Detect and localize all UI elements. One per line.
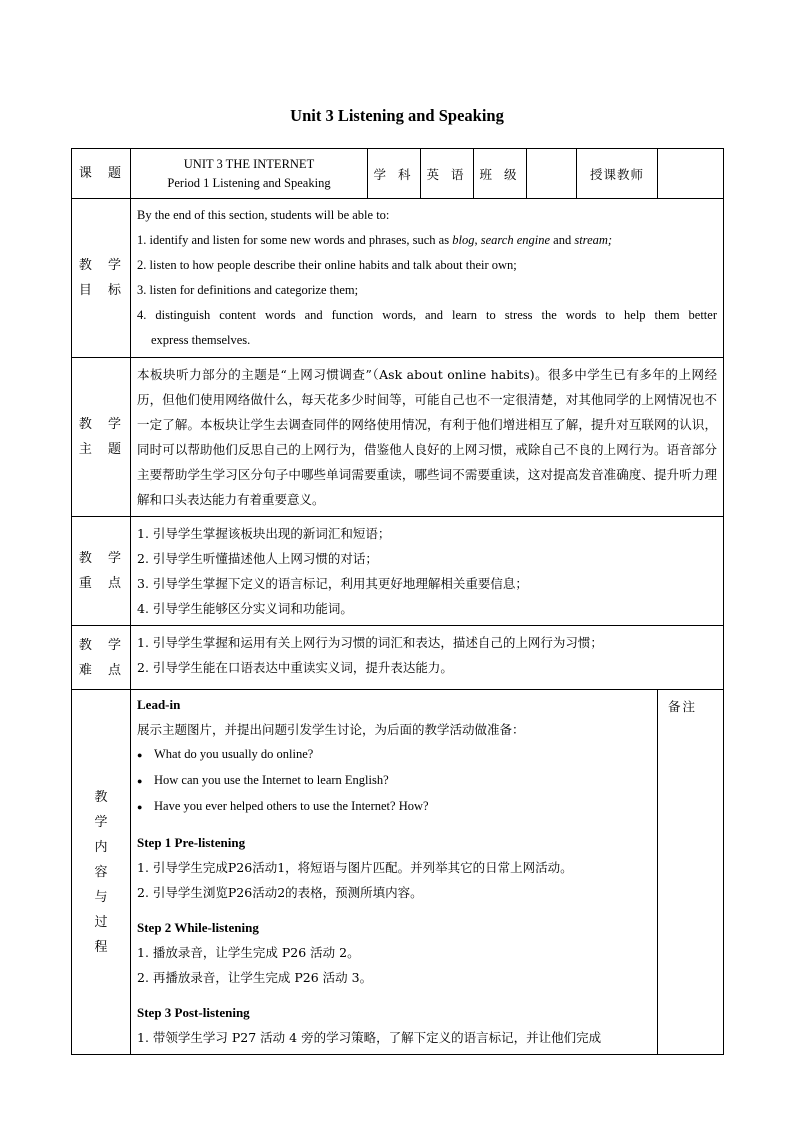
step2-item-1: 1. 播放录音，让学生完成 P26 活动 2。 [137,945,360,960]
process-content [131,690,658,1055]
leadin-title: Lead-in [137,697,181,712]
leadin-question-text: Have you ever helped others to use the Internet? How? [154,799,429,813]
step2-item-2: 2. 再播放录音，让学生完成 P26 活动 3。 [137,970,373,985]
process-label-char: 与 [94,889,108,905]
objective-3: 3. listen for definitions and categorize them; [137,283,359,297]
lesson-plan-table [71,148,724,1055]
topic-cell [131,149,368,199]
bullet-dot-icon: ● [137,802,143,812]
class-value [527,149,577,199]
term-blog: blog [452,233,475,247]
bullet-dot-icon: ● [137,776,143,786]
difficulty-1: 1. 引导学生掌握和运用有关上网行为习惯的词汇和表达，描述自己的上网行为习惯； [137,635,603,650]
objectives-label-1: 教 学 [78,258,128,273]
process-label-char: 程 [94,939,108,955]
objective-4-cont: express themselves. [151,333,251,347]
objectives-row [72,199,724,358]
leadin-question [137,794,651,820]
objective-1-and: and [550,233,575,247]
difficulties-row [72,626,724,690]
objective-1-text: 1. identify and listen for some new words and phrases, such as [137,233,453,247]
subject-value: 英 语 [421,149,474,199]
page-title: Unit 3 Listening and Speaking [290,106,504,125]
objectives-intro: By the end of this section, students will be able to: [137,208,390,222]
theme-label-1: 教 学 [78,417,128,432]
key-point-4: 4. 引导学生能够区分实义词和功能词。 [137,601,353,616]
notes-label: 备注 [668,699,698,714]
key-points-label [72,517,131,626]
class-label: 班 级 [474,149,527,199]
theme-content: 本板块听力部分的主题是“上网习惯调查”（Ask about online habits)。很多中学生已有多年的上网经历，但他们使用网络做什么，每天花多少时间等，可能自己也不一定很清楚，对其他同学的上网情况也不一定了解。本板块让学生去调查同伴的网络使用情况，有利于他们增进相互了解，提升对互联网的认识，同时可以帮助他们反思自己的上网行为，借鉴他人良好的上网习惯，戒除自己不良的上网行为。语音部分主要帮助学生学习区分句子中哪些单词需要重读，哪些词不需要重读，这对提高发音准确度、提升听力理解和口头表达能力有着重要意义。 [131,358,724,517]
topic-label: 课 题 [72,149,131,199]
process-label-char: 过 [94,914,108,930]
objective-2: 2. listen to how people describe their online habits and talk about their own; [137,258,517,272]
leadin-question [137,742,651,768]
bullet-dot-icon: ● [137,750,143,760]
step3-item-1: 1. 带领学生学习 P27 活动 4 旁的学习策略，了解下定义的语言标记，并让他们完成 [137,1030,602,1045]
step2-title: Step 2 While-listening [137,920,259,935]
step3-title: Step 3 Post-listening [137,1005,250,1020]
key-point-2: 2. 引导学生听懂描述他人上网习惯的对话； [137,551,378,566]
objective-4: 4. distinguish content words and function words, and learn to stress the words to help them better [137,308,717,322]
process-label-char: 教 [94,789,108,805]
leadin-question-text: How can you use the Internet to learn English? [154,773,389,787]
objectives-content [131,199,724,358]
process-label-char: 学 [94,814,108,830]
leadin-question-text: What do you usually do online? [154,747,314,761]
term-stream: stream; [574,233,613,247]
subject-label: 学 科 [368,149,421,199]
process-label [72,690,131,1055]
key-points-row [72,517,724,626]
topic-line-2: Period 1 Listening and Speaking [167,175,331,190]
step1-item-1: 1. 引导学生完成P26活动1，将短语与图片匹配。并列举其它的日常上网活动。 [137,860,573,875]
term-search-engine: search engine [480,233,551,247]
theme-label-2: 主 题 [78,442,128,457]
key-point-3: 3. 引导学生掌握下定义的语言标记，利用其更好地理解相关重要信息； [137,576,528,591]
teacher-label: 授课教师 [577,149,658,199]
process-label-char: 内 [94,839,108,855]
difficulties-label-1: 教 学 [78,637,128,653]
step1-title: Step 1 Pre-listening [137,835,246,850]
objective-1-sep: , [474,233,481,247]
theme-label [72,358,131,517]
leadin-question [137,768,651,794]
leadin-text: 展示主题图片，并提出问题引发学生讨论，为后面的教学活动做准备： [137,722,525,737]
difficulties-content [131,626,724,690]
process-row [72,690,724,1055]
notes-cell [658,690,724,1055]
header-row [72,149,724,199]
theme-row [72,358,724,517]
difficulty-2: 2. 引导学生能在口语表达中重读实义词，提升表达能力。 [137,660,453,675]
difficulties-label [72,626,131,690]
step1-item-2: 2. 引导学生浏览P26活动2的表格，预测所填内容。 [137,885,423,900]
key-point-1: 1. 引导学生掌握该板块出现的新词汇和短语； [137,526,391,541]
process-label-char: 容 [94,864,108,880]
objectives-label [72,199,131,358]
objectives-label-2: 目 标 [78,283,128,298]
key-points-content [131,517,724,626]
objective-1 [137,228,717,253]
teacher-value [658,149,724,199]
difficulties-label-2: 难 点 [78,662,128,678]
key-points-label-2: 重 点 [78,576,128,591]
topic-line-1: UNIT 3 THE INTERNET [183,156,315,171]
key-points-label-1: 教 学 [78,551,128,566]
